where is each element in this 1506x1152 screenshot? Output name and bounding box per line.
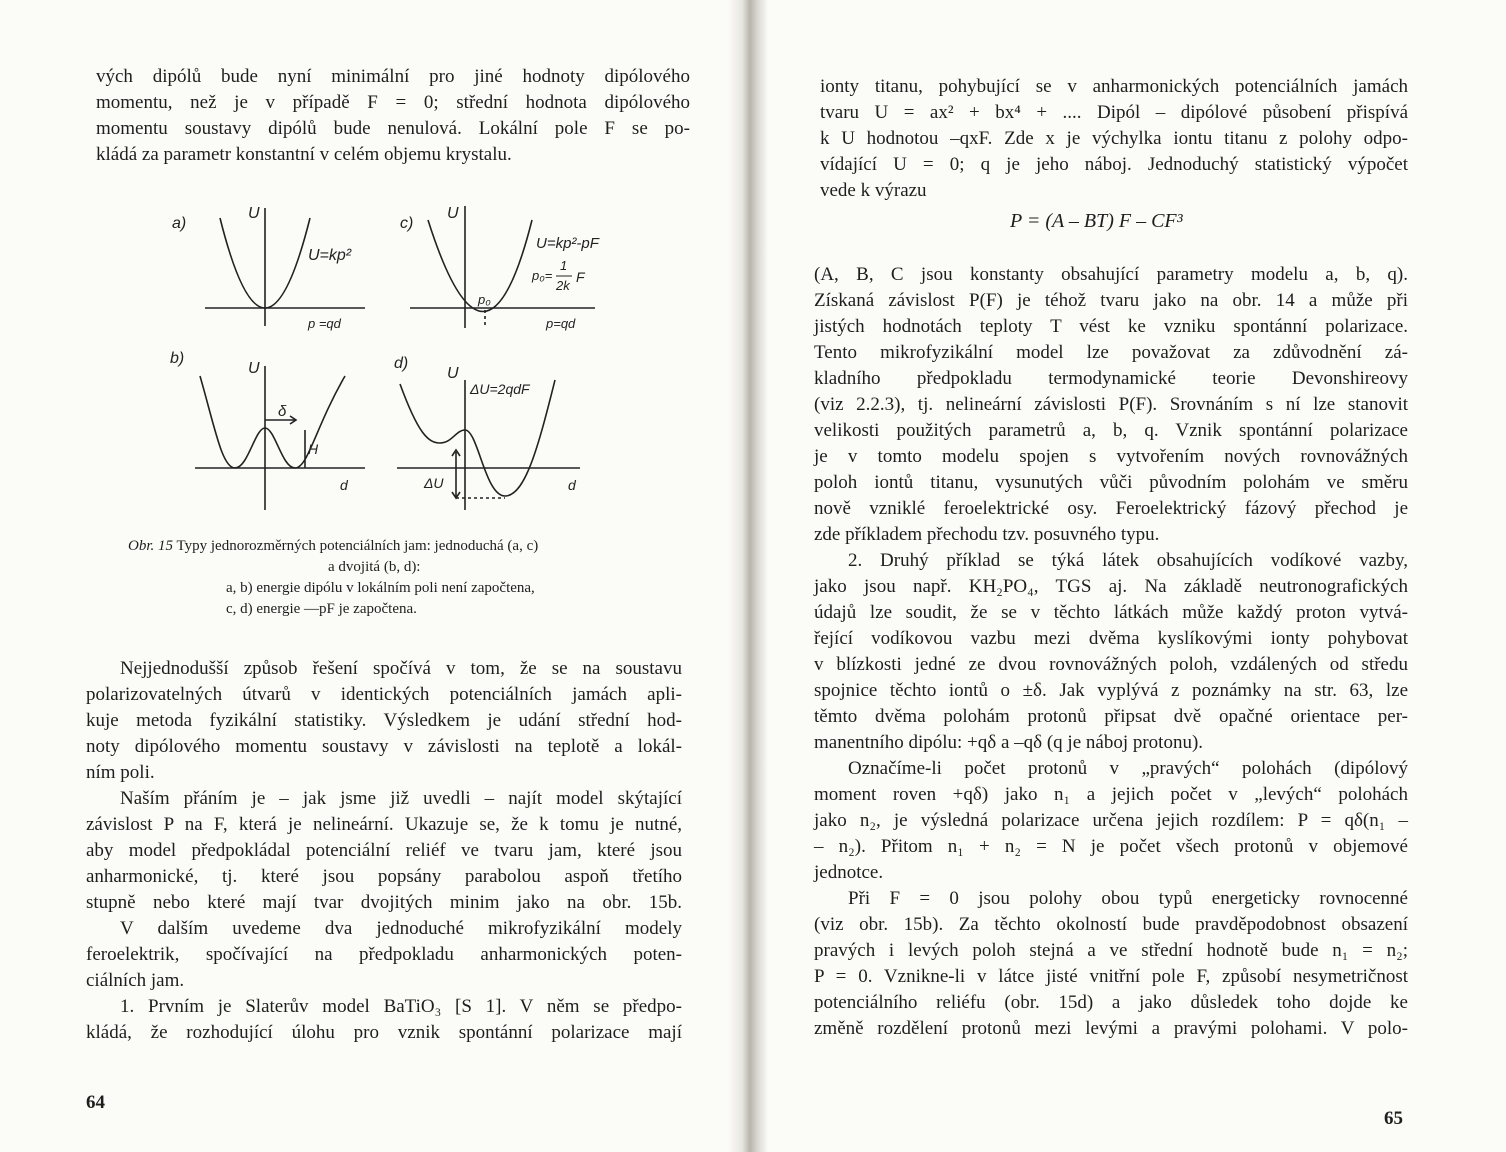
text-line: potenciálního reliéfu (obr. 15d) a jako důsledek toho dojde ke: [814, 992, 1408, 1013]
text-line: kladního předpokladu termodynamické teorie Devonshireovy: [814, 368, 1408, 389]
label-a: a): [172, 215, 187, 232]
figure-caption: [128, 536, 668, 620]
text-line: – n₂). Přitom n₁ + n₂ = N je počet všech protonů v objemové: [814, 836, 1408, 857]
left-page: [0, 0, 740, 1152]
text-line: V dalším uvedeme dva jednoduché mikrofyzikální modely: [120, 918, 682, 939]
text-line: Tento mikrofyzikální model lze považovat za zdůvodnění zá-: [814, 342, 1408, 363]
text-line: kládá, že rozhodující úlohu pro vznik spontánní polarizace mají: [86, 1022, 682, 1043]
right-paragraph-2: [814, 262, 1408, 1042]
left-paragraph-2: [86, 656, 682, 1046]
text-line: momentu, než je v případě F = 0; střední hodnota dipólového: [96, 92, 690, 113]
text-line: (viz 2.2.3), tj. nelineární závislosti P(F). Srovnáním s ní lze stanovit: [814, 394, 1408, 415]
right-paragraph-1: [820, 74, 1408, 204]
text-line: velikosti použitých parametrů a, b, q. Vznik spontánní polarizace: [814, 420, 1408, 441]
text-line: polarizovatelných útvarů v identických potenciálních jamách apli-: [86, 684, 682, 705]
text-line: vídající U = 0; q je jeho náboj. Jednoduchý statistický výpočet: [820, 154, 1408, 175]
text-line: (viz obr. 15b). Za těchto okolností bude pravděpodobnost obsazení: [814, 914, 1408, 935]
label-b: b): [170, 350, 185, 367]
axis-label-x: p=qd: [546, 316, 576, 331]
curve-label: U=kp²: [308, 247, 352, 264]
p0-label: p₀: [478, 292, 491, 307]
page-number: 64: [86, 1092, 105, 1113]
text-line: ciálních jam.: [86, 970, 185, 991]
axis-label-u: U: [248, 205, 260, 222]
text-line: změně rozdělení protonů mezi levými a pravými polohami. V polo-: [814, 1018, 1408, 1039]
text-line: vede k výrazu: [820, 180, 927, 201]
text-line: těmto dvěma polohám protonů připsat dvě opačné orientace per-: [814, 706, 1408, 727]
axis-label-x: d: [340, 477, 348, 493]
text-line: k U hodnotou –qxF. Zde x je výchylka iontu titanu z polohy odpo-: [820, 128, 1408, 149]
text-line: Naším přáním je – jak jsme již uvedli – najít model skýtající: [120, 788, 682, 809]
caption-line: [128, 536, 668, 557]
text-line: P = 0. Vznikne-li v látce jisté vnitřní pole F, způsobí nesymetričnost: [814, 966, 1408, 987]
axis-label-u: U: [447, 365, 459, 382]
axis-label-u: U: [248, 360, 260, 377]
text-line: Označíme-li počet protonů v „pravých“ polohách (dipólový: [848, 758, 1408, 779]
caption-line: a dvojitá (b, d):: [328, 559, 421, 575]
figure-15-potential-wells: [160, 198, 630, 518]
text-line: (A, B, C jsou konstanty obsahující parametry modelu a, b, q).: [814, 264, 1408, 285]
formula: P = (A – BT) F – CF³: [1010, 210, 1183, 232]
text-line: Při F = 0 jsou polohy obou typů energeticky rovnocenné: [848, 888, 1408, 909]
text-line: Získaná závislost P(F) je téhož tvaru jako na obr. 14 a může při: [814, 290, 1408, 311]
caption-line: a, b) energie dipólu v lokálním poli není započtena,: [226, 580, 535, 596]
text-line: pravých i levých poloh stejná a ve střední hodnotě bude n₁ = n₂;: [814, 940, 1408, 961]
text-line: jako jsou např. KH₂PO₄, TGS aj. Na základě neutronografických: [814, 576, 1408, 597]
left-paragraph-1: [96, 64, 690, 168]
text-line: jako n₂, je výsledná polarizace určena jejich rozdílem: P = qδ(n₁ –: [814, 810, 1408, 831]
text-line: stupně nebo které mají tvar dvojitých minim jako na obr. 15b.: [86, 892, 682, 913]
caption-text: Typy jednorozměrných potenciálních jam: jednoduchá (a, c): [176, 538, 539, 554]
axis-label-x: d: [568, 477, 576, 493]
text-line: aby model předpokládal potenciální reliéf ve tvaru jam, které jsou: [86, 840, 682, 861]
text-line: závislost P na F, která je nelineární. Ukazuje se, že k tomu je nutné,: [86, 814, 682, 835]
caption-prefix: Obr. 15: [128, 538, 174, 554]
text-line: zde příkladem přechodu tzv. posuvného typu.: [814, 524, 1160, 545]
page-number: 65: [1384, 1108, 1403, 1129]
text-line: řející vodíkovou vazbu mezi dvěma kyslíkovými ionty pohybovat: [814, 628, 1408, 649]
delta-u-top-label: ΔU=2qdF: [470, 381, 530, 397]
text-line: tvaru U = ax² + bx⁴ + .... Dipól – dipólové působení přispívá: [820, 102, 1408, 123]
fraction-f: F: [576, 269, 585, 285]
text-line: feroelektrik, spočívající na předpokladu anharmonických poten-: [86, 944, 682, 965]
p0-equation: p₀=: [532, 268, 553, 283]
text-line: noty dipólového momentu soustavy v závislosti na teplotě a lokál-: [86, 736, 682, 757]
text-line: je v tomto modelu spojen s vytvořením nových rovnovážných: [814, 446, 1408, 467]
delta-label: δ: [278, 403, 287, 420]
text-line: jednotce.: [814, 862, 884, 883]
h-label: H: [308, 441, 319, 457]
label-c: c): [400, 215, 414, 232]
text-line: momentu soustavy dipólů bude nenulová. Lokální pole F se po-: [96, 118, 690, 139]
text-line: 2. Druhý příklad se týká látek obsahujících vodíkové vazby,: [848, 550, 1408, 571]
text-line: kládá za parametr konstantní v celém objemu krystalu.: [96, 144, 512, 165]
fraction-numerator: 1: [560, 258, 568, 273]
double-well-curve: [200, 376, 345, 468]
text-line: manentního dipólu: +qδ a –qδ (q je náboj protonu).: [814, 732, 1204, 753]
text-line: údajů lze soudit, že se v těchto látkách může každý proton vytvá-: [814, 602, 1408, 623]
caption-line: c, d) energie —pF je započtena.: [226, 601, 417, 617]
text-line: ionty titanu, pohybující se v anharmonických potenciálních jamách: [820, 76, 1408, 97]
fraction-denominator: 2k: [556, 278, 570, 293]
text-line: kuje metoda fyzikální statistiky. Výsledkem je udání střední hod-: [86, 710, 682, 731]
text-line: ním poli.: [86, 762, 155, 783]
text-line: 1. Prvním je Slaterův model BaTiO₃ [S 1]. V něm se předpo-: [120, 996, 682, 1017]
label-d: d): [394, 355, 409, 372]
text-line: moment roven +qδ) jako n₁ a jejich počet v „levých“ polohách: [814, 784, 1408, 805]
text-line: Nejjednodušší způsob řešení spočívá v tom, že se na soustavu: [120, 658, 682, 679]
text-line: v blízkosti jedné ze dvou rovnovážných poloh, vzdálených od středu: [814, 654, 1408, 675]
delta-u-label: ΔU: [424, 475, 444, 491]
text-line: poloh iontů titanu, vysunutých vůči původním polohám ve směru: [814, 472, 1408, 493]
text-line: spojnice těchto iontů o ±δ. Jak vyplývá z poznámky na str. 63, lze: [814, 680, 1408, 701]
text-line: nově vzniklé feroelektrické osy. Feroelektrický fázový přechod je: [814, 498, 1408, 519]
right-page: [760, 0, 1506, 1152]
axis-label-u: U: [447, 205, 459, 222]
text-line: anharmonické, tj. které jsou popsány parabolou aspoň třetího: [86, 866, 682, 887]
text-line: jistých hodnotách teploty T vést ke vzniku spontánní polarizace.: [814, 316, 1408, 337]
axis-label-x: p =qd: [308, 316, 341, 331]
curve-label: U=kp²-pF: [536, 235, 599, 252]
text-line: vých dipólů bude nyní minimální pro jiné hodnoty dipólového: [96, 66, 690, 87]
